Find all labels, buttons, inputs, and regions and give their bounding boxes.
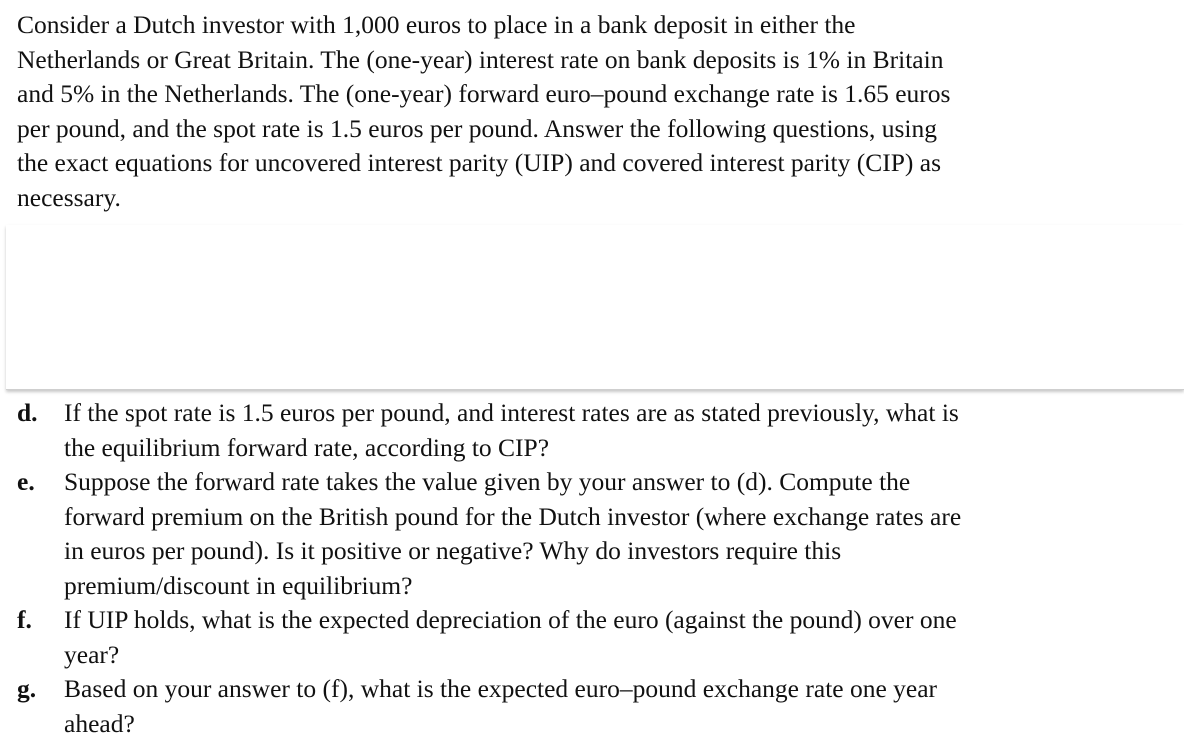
problem-intro [17, 8, 1177, 215]
intro-line: necessary. [17, 182, 121, 212]
question-line: forward premium on the British pound for the Dutch investor (where exchange rates are [64, 501, 962, 531]
intro-line: and 5% in the Netherlands. The (one-year) forward euro–pound exchange rate is 1.65 euros [17, 79, 951, 108]
question-letter: f. [17, 605, 32, 634]
question-line: premium/discount in equilibrium? [64, 570, 413, 600]
question-line: If UIP holds, what is the expected depreciation of the euro (against the pound) over one [64, 605, 957, 634]
question-line: the equilibrium forward rate, according to CIP? [64, 432, 550, 462]
blank-separator-panel [6, 225, 1184, 390]
question-line: year? [64, 639, 120, 669]
question-e [17, 465, 1177, 603]
question-letter: d. [17, 398, 38, 427]
question-line: If the spot rate is 1.5 euros per pound, and interest rates are as stated previously, what is [64, 398, 959, 427]
question-line: Based on your answer to (f), what is the expected euro–pound exchange rate one year [64, 674, 938, 703]
question-line: in euros per pound). Is it positive or negative? Why do investors require this [64, 536, 842, 565]
intro-line: Netherlands or Great Britain. The (one-year) interest rate on bank deposits is 1% in Britain [17, 44, 944, 74]
question-line: Suppose the forward rate takes the value given by your answer to (d). Compute the [64, 467, 911, 496]
intro-line: Consider a Dutch investor with 1,000 euros to place in a bank deposit in either the [17, 10, 856, 39]
question-g [17, 672, 1177, 741]
question-f [17, 603, 1177, 672]
intro-line: the exact equations for uncovered interest parity (UIP) and covered interest parity (CIP) as [17, 148, 942, 177]
question-line: ahead? [64, 708, 135, 738]
question-d [17, 396, 1177, 465]
question-list [17, 396, 1177, 741]
question-letter: e. [17, 467, 35, 496]
intro-line: per pound, and the spot rate is 1.5 euros per pound. Answer the following questions, using [17, 113, 937, 143]
question-letter: g. [17, 674, 37, 703]
